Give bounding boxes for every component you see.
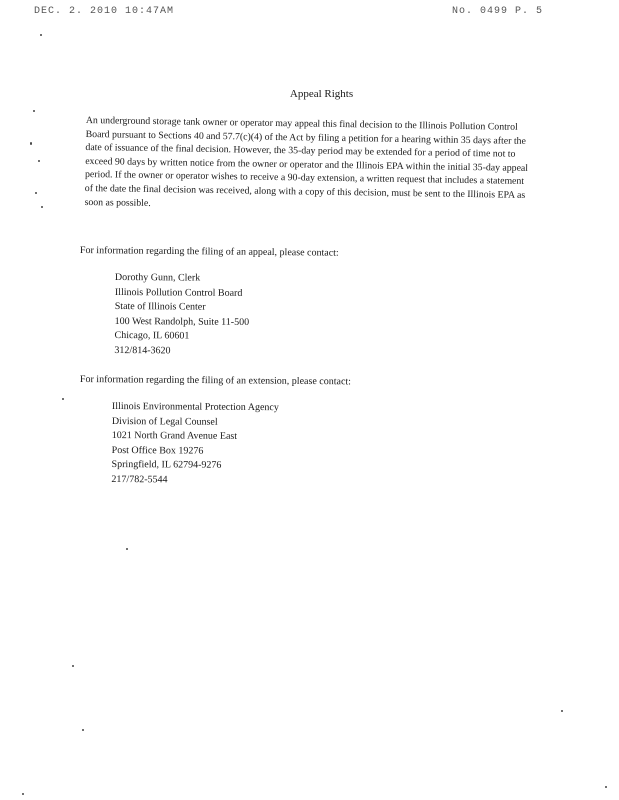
extension-contact-intro: For information regarding the filing of an extension, please contact: — [79, 373, 352, 388]
address-line: 100 West Randolph, Suite 11-500 — [114, 315, 250, 328]
address-line: Illinois Pollution Control Board — [114, 286, 243, 299]
fax-header-right: No. 0499 P. 5 — [452, 6, 544, 17]
address-line: Dorothy Gunn, Clerk — [114, 271, 201, 284]
address-line: Springfield, IL 62794-9276 — [111, 458, 222, 471]
scan-speck — [41, 206, 43, 208]
extension-contact-address — [111, 400, 279, 488]
scan-speck — [33, 110, 35, 112]
address-line: 1021 North Grand Avenue East — [111, 429, 238, 442]
address-line: Chicago, IL 60601 — [114, 329, 190, 342]
scan-speck — [38, 160, 40, 162]
fax-header-left: DEC. 2. 2010 10:47AM — [34, 6, 175, 17]
scan-speck — [30, 142, 32, 145]
scan-speck — [72, 665, 74, 667]
address-line: 312/814-3620 — [114, 344, 171, 356]
scan-speck — [82, 729, 84, 731]
scan-speck — [35, 192, 37, 194]
address-line: Post Office Box 19276 — [111, 444, 204, 457]
address-line: Illinois Environmental Protection Agency — [111, 400, 279, 414]
address-line: Division of Legal Counsel — [111, 415, 218, 428]
address-line: State of Illinois Center — [114, 300, 206, 313]
scan-speck — [561, 710, 563, 712]
scan-speck — [22, 793, 24, 795]
scan-speck — [62, 398, 64, 400]
scan-speck — [40, 34, 42, 36]
appeal-contact-address — [114, 271, 249, 359]
appeal-rights-paragraph: An underground storage tank owner or operator may appeal this final decision to the Illinois Pollution Control Board pursuant to Sections 40 and 57.7(c)(4) of the Act by filing a petition for a hearing within 35 days after the date of issuance of the final decision. However, the 35-day period may be extended for a period of time not to exceed 90 days by written notice from the owner or operator and the Illinois EPA within the initial 35-day appeal period. If the owner or operator wishes to receive a 90-day extension, a written request that includes a statement of the date the final decision was received, along with a copy of this decision, must be sent to the Illinois EPA as soon as possible. — [84, 114, 529, 209]
address-line: 217/782-5544 — [111, 473, 168, 485]
appeal-contact-intro: For information regarding the filing of an appeal, please contact: — [79, 244, 339, 259]
scan-speck — [605, 786, 607, 788]
document-title: Appeal Rights — [289, 88, 354, 100]
scan-speck — [126, 548, 128, 550]
